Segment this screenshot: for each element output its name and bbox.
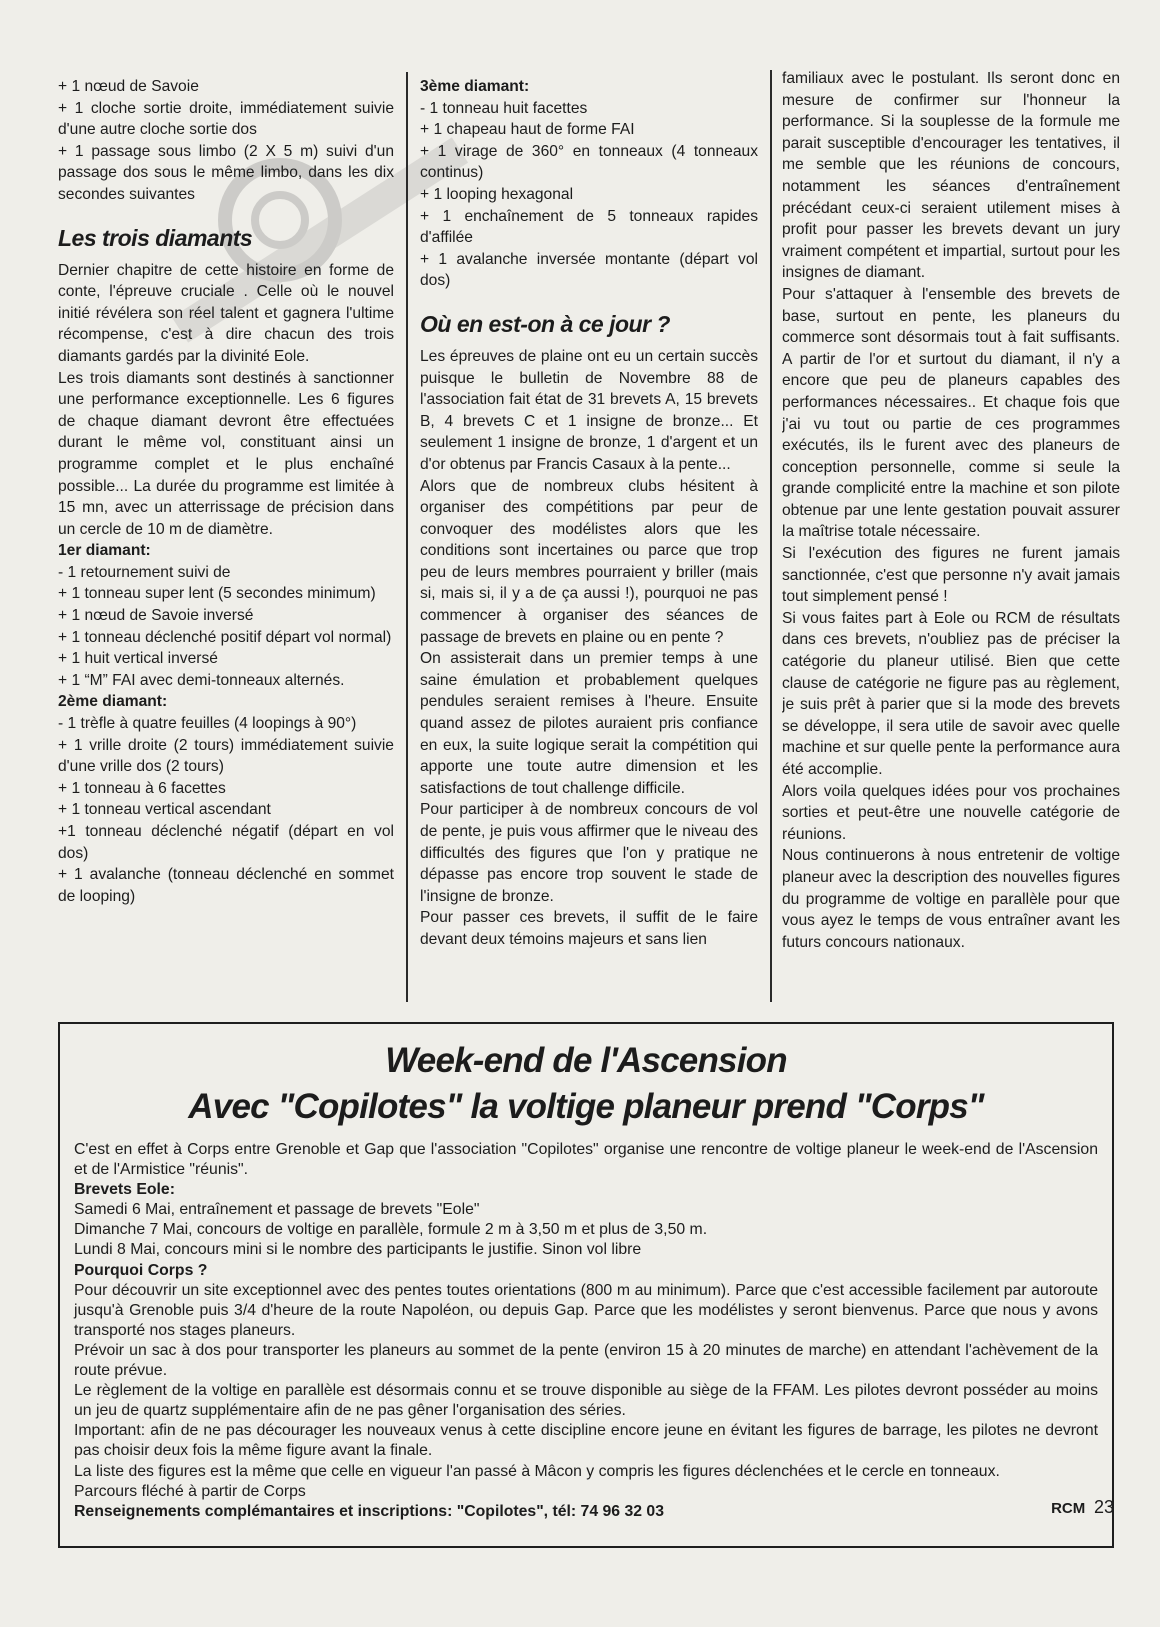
list-item: + 1 enchaînement de 5 tonneaux rapides d'affilée: [420, 207, 758, 247]
paragraph: Pour découvrir un site exceptionnel avec des pentes toutes orientations (800 m au minimum). Parce que c'est accessible facilement par autoroute jusqu'à Grenoble puis 3/4 d'heure de la route Napoléon, ou depuis Gap. Parce que les modélistes y seront bienvenus. Parce que nous y avons transporté nos stages planeurs.: [74, 1281, 1098, 1339]
paragraph: Dernier chapitre de cette histoire en forme de conte, l'épreuve cruciale . Celle où le nouvel initié révélera son réel talent et gagnera l'ultime récompense, c'est à dire chacun des trois diamants gardés par la divinité Eole.: [58, 261, 394, 365]
schedule-item: Lundi 8 Mai, concours mini si le nombre des participants le justifie. Sinon vol libre: [74, 1241, 642, 1259]
article-column-3: [782, 68, 1120, 1003]
paragraph: familiaux avec le postulant. Ils seront donc en mesure de confirmer sur l'honneur la performance. Si la souplesse de la formule me parait susceptible d'encourager les tentatives, il me semble que les réunions de concours, notamment les séances d'entraînement précédant ceux-ci seraient utilement mises à profit pour passer les brevets devant un jury vraiment compétent et impartial, surtout pour les insignes de diamant.: [782, 70, 1120, 282]
list-item: + 1 tonneau vertical ascendant: [58, 801, 271, 819]
announcement-body: [74, 1140, 1098, 1522]
paragraph: Pour passer ces brevets, il suffit de le faire devant deux témoins majeurs et sans lien: [420, 909, 758, 948]
section-heading: Où en est-on à ce jour ?: [420, 310, 670, 337]
subheading: Brevets Eole:: [74, 1181, 175, 1199]
list-item: + 1 passage sous limbo (2 X 5 m) suivi d'un passage dos sous le même limbo, dans les dix secondes suivantes: [58, 142, 394, 203]
paragraph: Alors que de nombreux clubs hésitent à organiser des compétitions par peur de convoquer des modélistes alors que les conditions sont incertaines ou parce que trop peu de leurs membres pourraient y briller (mais si, mais si, il y a de ça aussi !), pourquoi ne pas commencer à organiser des séances de passage de brevets en plaine ou en pente ?: [420, 477, 758, 646]
article-column-2: [420, 76, 758, 1011]
list-item: - 1 trèfle à quatre feuilles (4 loopings à 90°): [58, 715, 357, 733]
list-item: + 1 “M” FAI avec demi-tonneaux alternés.: [58, 671, 345, 689]
paragraph: On assisterait dans un premier temps à une saine émulation et probablement quelques pendules seraient remises à l'heure. Ensuite quand assez de pilotes auraient pris confiance en eux, la suite logique serait la compétition qui apporte une toute autre dimension et les satisfactions de tout challenge difficile.: [420, 650, 758, 797]
list-item: + 1 cloche sortie droite, immédiatement suivie d'une autre cloche sortie dos: [58, 99, 394, 139]
list-item: + 1 nœud de Savoie inversé: [58, 607, 254, 625]
magazine-name: RCM: [1051, 1500, 1086, 1517]
list-item: + 1 chapeau haut de forme FAI: [420, 121, 635, 139]
paragraph: Si vous faites part à Eole ou RCM de résultats dans ces brevets, n'oubliez pas de préciser la catégorie du planeur utilisé. Bien que cette clause de catégorie ne figure pas au règlement, je suis prêt à parier que si la mode des brevets se développe, il sera utile de savoir avec quelle machine et sur quelle pente la performance aura été accomplie.: [782, 609, 1120, 778]
paragraph: Si l'exécution des figures ne furent jamais sanctionnée, c'est que personne n'y avait jamais tout simplement pensé !: [782, 545, 1120, 606]
list-item: + 1 vrille droite (2 tours) immédiatement suivie d'une vrille dos (2 tours): [58, 736, 394, 776]
page-number: 23: [1093, 1497, 1114, 1517]
list-item: + 1 huit vertical inversé: [58, 650, 218, 668]
list-item: + 1 tonneau à 6 facettes: [58, 779, 226, 797]
list-item: + 1 avalanche (tonneau déclenché en sommet de looping): [58, 866, 394, 905]
schedule-item: Dimanche 7 Mai, concours de voltige en parallèle, formule 2 m à 3,50 m et plus de 3,50 m.: [74, 1221, 708, 1239]
paragraph: Nous continuerons à nous entretenir de voltige planeur avec la description des nouvelles figures du programme de voltige en parallèle pour que vous ayez le temps de vous entraîner avant les futurs concours nationaux.: [782, 847, 1120, 951]
paragraph: Pour participer à de nombreux concours de vol de pente, je puis vous affirmer que le niveau des difficultés des figures que l'on y pratique ne dépasse pas encore trop souvent le stade de l'insigne de bronze.: [420, 801, 758, 905]
list-item: + 1 virage de 360° en tonneaux (4 tonneaux continus): [420, 142, 758, 182]
list-item: +1 tonneau déclenché négatif (départ en vol dos): [58, 823, 394, 862]
list-item: + 1 tonneau super lent (5 secondes minimum): [58, 585, 376, 603]
list-item: + 1 looping hexagonal: [420, 185, 574, 203]
paragraph: Alors voila quelques idées pour vos prochaines sorties et peut-être une nouvelle catégorie de réunions.: [782, 782, 1120, 843]
list-item: + 1 nœud de Savoie: [58, 78, 199, 95]
paragraph: Les épreuves de plaine ont eu un certain succès puisque le bulletin de Novembre 88 de l'association fait état de 31 brevets A, 15 brevets B, 4 brevets C et 1 insigne de bronze... Et seulement 1 insigne de bronze, 1 d'argent et un d'or obtenus par Francis Casaux à la pente...: [420, 347, 758, 473]
contact-line: Renseignements complémantaires et inscriptions: "Copilotes", tél: 74 96 32 03: [74, 1502, 664, 1520]
subheading: Pourquoi Corps ?: [74, 1261, 208, 1279]
announcement-subtitle: Avec "Copilotes" la voltige planeur prend "Corps": [188, 1087, 984, 1126]
subheading: 2ème diamant:: [58, 693, 168, 711]
section-heading: Les trois diamants: [58, 224, 253, 251]
paragraph: Le règlement de la voltige en parallèle est désormais connu et se trouve disponible au siège de la FFAM. Les pilotes devront posséder au moins un jeu de quartz supplémentaire afin de ne pas gêner l'organisation des séries.: [74, 1382, 1098, 1420]
list-item: - 1 retournement suivi de: [58, 563, 231, 581]
paragraph: Pour s'attaquer à l'ensemble des brevets de base, surtout en pente, les planeurs du commerce sont désormais tout à fait suffisants. A partir de l'or et surtout du diamant, il n'y a encore que peu de planeurs capables des performances nécessaires.. Et chaque fois que j'ai vu tout ou partie de ces programmes exécutés, ils le furent avec des planeurs de conception personnelle, comme si seule la grande complicité entre la machine et son pilote obtenue par une lente gestation pouvait assurer la maîtrise totale nécessaire.: [782, 285, 1120, 541]
schedule-item: Samedi 6 Mai, entraînement et passage de brevets "Eole": [74, 1201, 480, 1219]
subheading: 3ème diamant:: [420, 78, 530, 95]
list-item: + 1 avalanche inversée montante (départ vol dos): [420, 250, 758, 290]
article-column-1: [58, 76, 394, 1011]
list-item: + 1 tonneau déclenché positif départ vol normal): [58, 628, 392, 646]
column-rule-right: [770, 70, 772, 1002]
announcement-box: [58, 1022, 1114, 1548]
paragraph: La liste des figures est la même que celle en vigueur l'an passé à Mâcon y compris les figures déclenchées et le cercle en tonneaux.: [74, 1462, 1000, 1480]
list-item: - 1 tonneau huit facettes: [420, 99, 588, 117]
subheading: 1er diamant:: [58, 542, 151, 560]
announcement-title: Week-end de l'Ascension: [385, 1041, 787, 1080]
column-rule-left: [406, 72, 408, 1002]
paragraph: Les trois diamants sont destinés à sanctionner une performance exceptionnelle. Les 6 figures de chaque diamant devront être effectuées durant le même vol, constituant ainsi un programme complet et le plus enchaîné possible... La durée du programme est limitée à 15 mn, avec un atterrissage de précision dans un cercle de 10 m de diamètre.: [58, 369, 394, 538]
paragraph: Parcours fléché à partir de Corps: [74, 1482, 306, 1500]
paragraph: C'est en effet à Corps entre Grenoble et Gap que l'association "Copilotes" organise une rencontre de voltige planeur le week-end de l'Ascension et de l'Armistice "réunis".: [74, 1141, 1098, 1179]
page-footer: [1051, 1497, 1114, 1518]
paragraph: Prévoir un sac à dos pour transporter les planeurs au sommet de la pente (environ 15 à 20 minutes de marche) en attendant l'achèvement de la route prévue.: [74, 1341, 1098, 1380]
paragraph: Important: afin de ne pas décourager les nouveaux venus à cette discipline encore jeune en évitant les figures de barrage, les pilotes ne devront pas choisir deux fois la même figure avant la finale.: [74, 1422, 1098, 1460]
